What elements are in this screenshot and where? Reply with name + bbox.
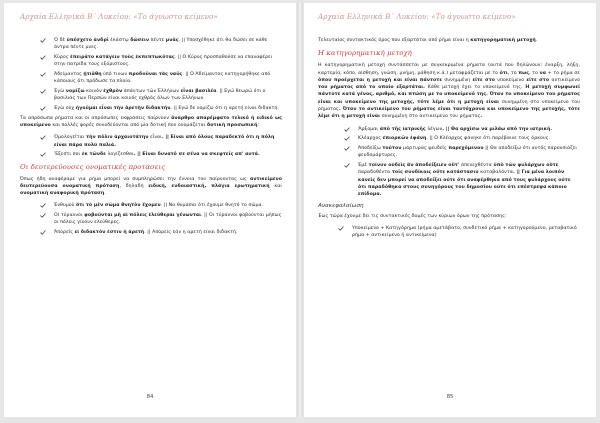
bold-run: του ρήματος από το οποίο εξαρτάται. bbox=[318, 85, 428, 91]
bold-run: πως bbox=[518, 70, 530, 76]
text-run: ἀπενεχθέντα bbox=[461, 163, 492, 169]
example-list bbox=[20, 202, 282, 236]
checkmark-icon bbox=[40, 54, 48, 61]
list-item bbox=[20, 37, 282, 52]
text-run: Κάθε μετοχή έχει το υποκείμενό της. bbox=[427, 85, 523, 91]
text-run: . || Υποσχέθηκε ότι θα δώσει σε κάθε άντρα πέντε μνες. bbox=[54, 38, 268, 51]
bold-run: ὑπέσχετο ἀνδρὶ bbox=[66, 38, 109, 43]
list-item bbox=[318, 145, 580, 160]
text-run: Τα απρόσωπα ρήματα και οι απρόσωπες εκφράσεις παίρνουν bbox=[20, 115, 172, 121]
right-page bbox=[304, 3, 596, 417]
bold-run: . Όταν το αντικείμενο του ρήματος είναι ταυτόχρονα και υποκείμενο της μετοχής, τότε λέμε ότι η μετοχή είναι bbox=[318, 107, 580, 120]
checkmark-icon bbox=[344, 126, 352, 133]
bold-run: νομίζω bbox=[65, 88, 85, 94]
text-run: Οἱ τύραννοι bbox=[54, 213, 85, 219]
bold-run: ᾐτιᾶθη bbox=[83, 71, 102, 77]
bold-run: τὴν πόλιν ἀρχαιοτάτην bbox=[84, 135, 151, 141]
list-item bbox=[20, 202, 282, 209]
text-run: κοινὸν bbox=[84, 88, 104, 94]
bold-run: μνᾶς bbox=[165, 38, 179, 43]
checkmark-icon bbox=[40, 212, 48, 219]
example-list bbox=[318, 225, 580, 240]
left-page-content bbox=[20, 12, 282, 239]
bold-run: ἐκ τῶνδε bbox=[80, 152, 108, 158]
text-run: καταβαλόντα bbox=[480, 170, 513, 176]
text-run: . || Απορείς εάν η αρετή είναι διδακτή. bbox=[144, 230, 238, 236]
bold-run: να bbox=[539, 70, 547, 76]
list-item bbox=[20, 105, 282, 112]
checkmark-icon bbox=[40, 229, 48, 236]
text-run: + το ρήμα σε bbox=[546, 70, 580, 76]
bold-run: όπου προέρχεται η μετοχή και είναι πάντοτε bbox=[318, 77, 445, 83]
example-list bbox=[20, 134, 282, 158]
text-run: συνημμένη bbox=[444, 77, 471, 83]
bold-run: . || Είναι δυνατό σε σένα να σκεφτείς απ' αυτά. bbox=[133, 152, 260, 158]
text-run: . || Εγώ θεωρώ ότι ο βασιλιάς των Περσών είναι κοινός εχθρός όλων των Ελλήνων. bbox=[54, 88, 266, 102]
section-heading: Η κατηγορηματική μετοχή bbox=[318, 49, 412, 58]
bold-run: . bbox=[480, 114, 483, 120]
text-run: Κλέαρχος bbox=[358, 136, 383, 142]
text-run: Ὁμολογεῖται bbox=[54, 135, 85, 141]
list-item bbox=[20, 229, 282, 236]
bold-run: τοίνυν οὐδεὶς ἂν ἀποδείξειεν οὔτ' bbox=[367, 163, 461, 169]
page-number: 85 bbox=[446, 394, 454, 400]
text-run: ὑπό τινων bbox=[101, 71, 129, 77]
text-run: παραδοθέντα bbox=[358, 170, 391, 176]
section-heading: Οι δευτερεύουσες ονοματικές προτάσεις bbox=[20, 162, 166, 171]
list-item bbox=[318, 126, 580, 133]
text-run: ἁπάντων τῶν Ἑλλήνων bbox=[122, 88, 181, 94]
recap-heading: Ανακεφαλαίωση bbox=[318, 202, 364, 209]
bold-run: ὑπὸ τῶν φυλάρχων οὔτε bbox=[491, 163, 559, 169]
bold-run: αντικείμενο δευτερεύουσα ονοματική πρόταση bbox=[20, 176, 282, 189]
bold-run: ἐπειρᾶτο κατάγειν τοὺς ἐκπεπτωκότας bbox=[70, 54, 175, 60]
bold-run: είτε στο bbox=[524, 77, 552, 83]
text-run: Ἐγὼ bbox=[54, 88, 66, 94]
bold-run: εἰ διδακτόν ἐστιν ἡ ἀρετή bbox=[74, 230, 145, 236]
bold-run: δοτική προσωπική bbox=[206, 122, 258, 128]
list-item bbox=[20, 134, 282, 149]
left-page bbox=[4, 3, 296, 417]
bold-run: Η μετοχή συμφωνεί πάντοτε κατά γένος, αριθμό, και πτώση με το υποκείμενό της. Όταν το υποκείμενο του ρήματος είναι και υποκείμενο της μετοχής, τότε λέμε ότι η μετοχή είναι bbox=[318, 85, 580, 105]
text-run: Ἄρξομαι bbox=[358, 126, 379, 132]
text-run: Υποκείμενο + Κατηγόρημα (ρήμα αμετάβατο, συνδετικό ρήμα + κατηγορούμενο, μεταβατικό ρήμα + αντικείμενο ή αντικείμενα) bbox=[352, 225, 577, 239]
text-run: Κῦρος bbox=[54, 54, 71, 60]
text-run: λογίζεσθαι bbox=[107, 152, 134, 158]
recap-intro: Έως τώρα έχουμε δει τις συντακτικές δομές των κύριων όρων της πρότασης: bbox=[318, 213, 507, 219]
bold-run: άναρθρο απαρέμφατο τελικό ή ειδικό ως υποκείμενο bbox=[20, 115, 282, 128]
bold-run: εἶναι βασιλέα bbox=[180, 88, 217, 94]
checkmark-icon bbox=[40, 88, 48, 95]
text-run: Η κατηγορηματική μετοχή συντάσσεται με συγκεκριμένα ρήματα (αυτά που δηλώνουν: έναρξη, λήξη, καρτερία, κόπο, αίσθηση, γνώση, μνήμη, μάθηση κ.ά.) μεταφράζεται με το bbox=[318, 63, 580, 76]
text-run: : bbox=[257, 122, 260, 128]
checkmark-icon bbox=[40, 105, 48, 112]
page-number: 84 bbox=[146, 394, 154, 400]
text-run: Ἀποδείξω bbox=[358, 146, 383, 152]
body-paragraph bbox=[20, 115, 282, 130]
example-list bbox=[318, 126, 580, 199]
running-header: Αρχαία Ελληνικά Β΄ Λυκείου: «Το άγνωστο κείμενο» bbox=[318, 12, 516, 21]
text-run: συνημμένη στο υποκείμενο του ρήματος bbox=[318, 99, 580, 113]
bold-run: ἀπὸ τῆς ἰατρικῆς bbox=[378, 126, 428, 132]
text-run: και πολλές φορές συνοδεύονται από μία δοτική που ονομάζεται bbox=[50, 122, 207, 128]
text-run: και bbox=[269, 183, 282, 189]
bold-run: τοῖς συνδίκοις οὔτε κατάστασιν bbox=[390, 170, 481, 176]
text-run: λέγων bbox=[427, 126, 443, 132]
bold-run: ἐπιορκῶν ἐφάνη bbox=[382, 136, 427, 142]
text-run: . || Εγώ δε νομίζω ότι η αρετή είναι διδακτή. bbox=[170, 105, 279, 111]
checkmark-icon bbox=[344, 162, 352, 169]
bold-run: . || Είναι από όλους παραδεκτό ότι η πόλη είναι πάρα πολύ παλιά. bbox=[54, 135, 275, 148]
text-run: ἑκάστῳ bbox=[108, 38, 131, 43]
checkmark-icon bbox=[40, 134, 48, 141]
example-list bbox=[20, 37, 282, 112]
list-item bbox=[20, 54, 282, 69]
bold-run: είτε στο bbox=[470, 77, 498, 83]
list-item bbox=[20, 71, 282, 86]
checkmark-icon bbox=[344, 135, 352, 142]
bold-run: προδοῦναι τὰς ναῦς bbox=[128, 71, 183, 77]
text-run: . bbox=[535, 38, 538, 43]
text-run: , το bbox=[507, 70, 519, 76]
text-run: αντικείμενο bbox=[551, 77, 580, 83]
list-item bbox=[20, 212, 282, 227]
list-item bbox=[318, 135, 580, 142]
text-run: Ἐγὼ οὐχ bbox=[54, 105, 76, 111]
bold-run: ειδική, ενδοιαστική, πλάγια ερωτηματική bbox=[148, 183, 270, 189]
running-header: Αρχαία Ελληνικά Β΄ Λυκείου: «Το άγνωστο κείμενο» bbox=[20, 12, 218, 21]
text-run: μάρτυρας ψευδεῖς bbox=[401, 146, 449, 152]
checkmark-icon bbox=[338, 225, 346, 232]
body-paragraph bbox=[318, 37, 580, 44]
text-run: υποκείμενο bbox=[497, 77, 525, 83]
text-run: Ἐνθυμοῦ bbox=[54, 203, 76, 209]
text-run: . || Ο Κύρος προσπαθούσε να επαναφέρει στην πατρίδα τους εξόριστους. bbox=[54, 54, 273, 68]
text-run: . || Να θυμάσαι ότι έχουμε θνητό το σώμα. bbox=[160, 203, 264, 209]
checkmark-icon bbox=[40, 37, 48, 44]
text-run: Ἀδείμαντος bbox=[54, 71, 84, 77]
text-run: εἶναι bbox=[150, 135, 162, 141]
text-run: . bbox=[104, 191, 106, 197]
bold-run: κατηγορηματική μετοχή bbox=[470, 38, 536, 43]
text-run: Ἐμὲ bbox=[358, 163, 367, 169]
checkmark-icon bbox=[344, 145, 352, 152]
text-run: Όπως ήδη αναφέραμε για ρήμα μπορεί να συμπληρώσει την έννοια του παίρνοντας ως bbox=[20, 176, 250, 182]
book-gutter bbox=[297, 3, 303, 417]
bold-run: τούτον bbox=[382, 146, 402, 152]
checkmark-icon bbox=[40, 151, 48, 158]
bold-run: ἡγοῦμαι εἶναι τὴν ἀρετὴν διδακτήν bbox=[75, 105, 171, 111]
bold-run: παρεχόμενον bbox=[448, 146, 484, 152]
bold-run: δώσειν bbox=[130, 38, 150, 43]
bold-run: ονοματική αναφορική πρόταση bbox=[20, 191, 105, 197]
text-run: . || Ο Αδείμαντος κατηγορήθηκε από κάποιους ότι πρόδωσε τα πλοία. bbox=[54, 71, 271, 85]
text-run: Ὁ δὲ bbox=[54, 38, 67, 43]
text-run: || Θα αποδείξω ότι αυτός παρουσιάζει ψευδομάρτυρες. bbox=[358, 146, 578, 159]
text-run: πέντε bbox=[149, 38, 166, 43]
checkmark-icon bbox=[40, 202, 48, 209]
list-item bbox=[318, 225, 580, 240]
list-item bbox=[20, 88, 282, 103]
bold-run: φοβοῦνται μὴ αἱ πόλεις ἐλεύθεραι γένωνται bbox=[84, 213, 202, 219]
text-run: Ἔξεστι σοι bbox=[54, 152, 81, 158]
text-run: , δηλαδή bbox=[119, 183, 149, 189]
checkmark-icon bbox=[40, 71, 48, 78]
text-run: Τελευταίος συντακτικός όρος που εξαρτάται από ρήμα είναι η bbox=[318, 38, 471, 43]
text-run: , το bbox=[529, 70, 540, 76]
bold-run: ὅτι τὸ μὲν σῶμα θνητὸν ἔχομεν bbox=[75, 203, 161, 209]
text-run: συνημμένη στο αντικείμενο του ρήματος bbox=[381, 114, 481, 120]
bold-run: . || Για μένα λοιπόν κανείς δεν μπορεί να αποδείξει ούτε ότι αναφέρθηκα από τους φυλάρχους ούτε ότι παραδόθηκα στους συνηγόρους του δημοσίου ούτε ότι επέστρεψα κάποιο επίδομα. bbox=[358, 170, 571, 198]
bold-run: ότι bbox=[499, 70, 508, 76]
text-run: Ἀπορεῖς bbox=[54, 230, 75, 236]
list-item bbox=[318, 162, 580, 198]
list-item bbox=[20, 151, 282, 158]
right-page-content bbox=[318, 12, 580, 242]
bold-run: . || Θα αρχίσω να μιλάω από την ιατρική. bbox=[442, 126, 553, 132]
text-run: . || Οι τύραννοι φοβούνται μήπως οι πόλεις γίνουν ελεύθερες. bbox=[54, 213, 282, 226]
body-paragraph bbox=[318, 62, 580, 120]
bold-run: ἐχθρὸν bbox=[103, 88, 123, 94]
body-paragraph bbox=[20, 176, 282, 198]
text-run: . || Ο Κλέαρχος φάνηκε ότι παρέβαινε τους όρκους. bbox=[426, 136, 551, 142]
